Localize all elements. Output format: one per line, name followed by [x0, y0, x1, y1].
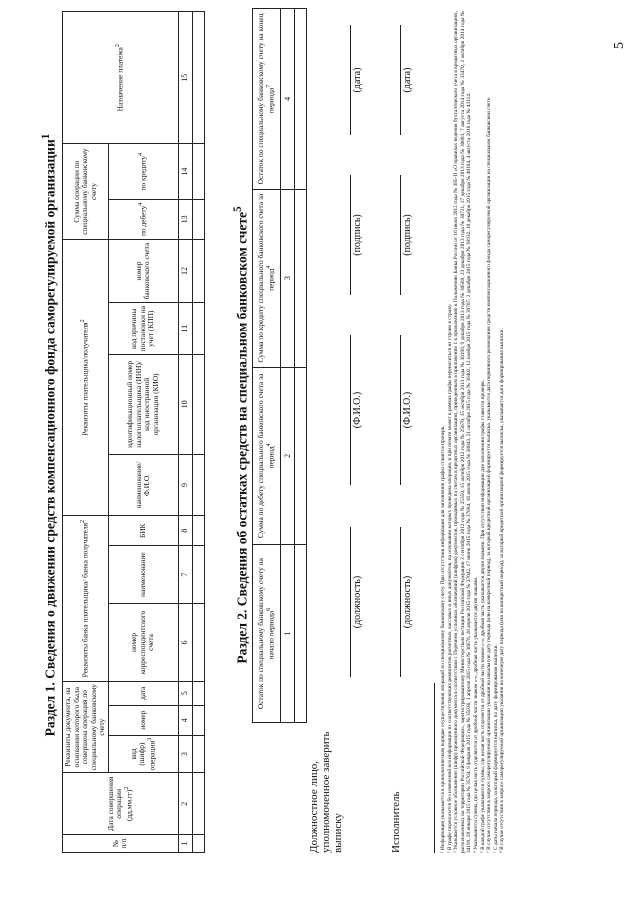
table-row-empty [192, 12, 204, 853]
table-cell: 3 [281, 189, 295, 367]
section1-title-sup: 1 [40, 133, 52, 140]
col-kpp: код причины постановки на учет (КПП) [108, 303, 178, 355]
table-row-empty [295, 9, 307, 723]
col-inn: идентификационный номер налогоплательщика (ИНН)/ код иностранной организации (КИО) [108, 355, 178, 454]
executor-fio-line [400, 335, 401, 485]
footnote: ² В графе переносится без изменений вся информация из соответствующих реквизитов расчетных, кассовых и иных документов, на основании которых проведена операция, и при печати может в рамках графы переноситься из строки в строку. [446, 303, 453, 853]
position-line [350, 527, 351, 677]
section2-title-sup: 5 [232, 206, 244, 212]
col-doc-date: дата [108, 681, 178, 705]
col-bank-name: наименование [108, 546, 178, 604]
table-cell: 15 [178, 12, 192, 144]
footnote: ⁷ С даты начала периода, за который формируется выписка, по дату формирования выписки. [492, 644, 499, 853]
footnote: ⁴ Указываются суммы, где целая часть отделяется от дробной части знаком «-», дробная часть указывается двумя знаками. [473, 576, 480, 853]
footnotes [440, 11, 506, 853]
table-cell: 3 [178, 735, 192, 773]
col-debit-sum: Сумма по дебету специального банковского счета за период$^4$ [253, 367, 281, 545]
position-caption: (должность) [352, 575, 363, 629]
table-cell: 10 [178, 355, 192, 454]
section2-title [232, 5, 251, 865]
table-cell: 1 [178, 835, 192, 853]
signature-line [350, 175, 351, 295]
section1-title [40, 5, 59, 865]
col-date: Дата совершения операции $(дд.мм.гг)^2$ [63, 773, 179, 835]
table-row [281, 9, 295, 723]
movement-table [62, 11, 205, 853]
table-row [178, 12, 192, 853]
table-cell: 8 [178, 516, 192, 546]
page-number: 5 [612, 42, 627, 49]
col-debit: по дебету$^4$ [108, 199, 178, 239]
footnote-divider [434, 683, 435, 853]
col-doc-number: номер [108, 705, 178, 735]
table-cell: 9 [178, 454, 192, 516]
col-no: № п/п [63, 835, 179, 853]
footnote: ³ Указывается условное обозначение (шифр) проведенного документа в соответствии с Перечнем условных обозначений (шифров) документов, проводимых по счетам в кредитных организациях, приведенным в приложении 1 к приложению к Положению Банка России от 16 июля 2012 года № 385-П «О правилах ведения бухгалтерского учета в кредитных организациях, расположенных на территории Российской Федерации», зарегистрированному Министерством юстиции Российской Федерации 3 сентября 2012 года № 25350, 15 октября 2012 года № 25670, 15 октября 2013 года № 30198, 9 декабря 2013 года № 30568, 23 декабря 2013 года № 30721, 27 декабря 2013 года № 30883, 7 августа 2014 года № 33470, 2 октября 2014 года № 34199, 28 января 2015 года № 35764, 9 февраля 2015 года № 35936, 1 апреля 2015 года № 36678, 28 апреля 2015 года № 37042, 17 июня 2015 года № 37684, 16 июля 2015 года № 38043, 21 октября 2015 года № 39402, 12 ноября 2015 года № 39707, 2 декабря 2015 года № 39932, 18 декабря 2015 года № 40164, 4 августа 2016 года № 43114. [453, 11, 473, 853]
executor-position-caption: (должность) [402, 575, 413, 629]
col-op-type: вид (шифр) операции$^3$ [108, 735, 178, 773]
col-corr-account: номер корреспондентского счета [108, 604, 178, 682]
col-bank-group: Реквизиты банка плательщика/ банка получателя$^2$ [63, 516, 109, 681]
col-sum-group: Сумма операции по специальному банковскому счету [63, 144, 109, 239]
section1-title-text: Раздел 1. Сведения о движении средств компенсационного фонда саморегулируемой организации [42, 139, 58, 737]
signature-caption: (подпись) [352, 214, 363, 256]
footnote: ¹ Информация указывается в хронологическом порядке осуществления операций по специальному банковскому счету. При отсутствии информации для заполнения графы ставится прочерк. [440, 425, 446, 853]
table-cell: 5 [178, 681, 192, 705]
table-cell: 14 [178, 144, 192, 200]
table-cell: 12 [178, 239, 192, 303]
col-bik: БИК [108, 516, 178, 546]
col-account: номер банковского счета [108, 239, 178, 303]
table-cell: 4 [178, 705, 192, 735]
table-cell: 2 [178, 773, 192, 835]
col-closing-balance: Остаток по специальному банковскому счету на конец периода$^7$ [253, 9, 281, 190]
col-doc-group: Реквизиты документа, на основании которого была совершена операция по специальному банковскому счету [63, 681, 109, 773]
table-cell: 2 [281, 367, 295, 545]
table-cell: 11 [178, 303, 192, 355]
date-line [350, 25, 351, 135]
col-payer-group: Реквизиты плательщика/получателя$^2$ [63, 239, 109, 516]
col-credit-sum: Сумма по кредиту специального банковского счета за период$^4$ [253, 189, 281, 367]
table-cell: 4 [281, 9, 295, 190]
executor-position-line [400, 527, 401, 677]
fio-line [350, 335, 351, 485]
executor-date-caption: (дата) [402, 67, 413, 93]
executor-fio-caption: (Ф.И.О.) [402, 391, 413, 429]
footnote: ⁶ В случае отсутствия в запросе саморегулируемой организации указания на начальную дату периода (или на конкретный период), за который кредитной организацией формируется выписка, указывается дата первичного размещения средств компенсационного фонда саморегулируемой организации на специальном банковском счете. [486, 96, 493, 853]
section2-title-text: Раздел 2. Сведения об остатках средств на специальном банковском счете [234, 211, 250, 664]
balance-table [252, 8, 307, 723]
table-cell: 1 [281, 545, 295, 723]
footnote: ⁵ В каждой графе указываются суммы, где целая часть отделяется от дробной части знаком «-», дробная часть указывается двумя знаками. При отсутствии информации для заполнения графы ставится прочерк. [479, 379, 486, 853]
executor-date-line [400, 25, 401, 135]
authorized-person-label: Должностное лицо, уполномоченное заверить выписку [308, 731, 344, 853]
executor-signature-line [400, 175, 401, 295]
table-cell: 13 [178, 199, 192, 239]
table-cell: 6 [178, 604, 192, 682]
date-caption: (дата) [352, 67, 363, 93]
table-cell: 7 [178, 546, 192, 604]
col-payer-name: наименование/ Ф.И.О. [108, 454, 178, 516]
fio-caption: (Ф.И.О.) [352, 391, 363, 429]
executor-signature-caption: (подпись) [402, 214, 413, 256]
col-purpose: Назначение платежа$^2$ [63, 12, 179, 144]
executor-label: Исполнитель [390, 791, 402, 853]
footnote: ⁸ В случае отсутствия в запросе саморегулируемой организации указания на конечную дату периода (или на конкретный период), за который кредитной организацией формируется выписка, указывается дата формирования выписки. [499, 328, 506, 853]
col-credit: по кредиту$^4$ [108, 144, 178, 200]
col-opening-balance: Остаток по специальному банковскому счету на начало периода$^6$ [253, 545, 281, 723]
